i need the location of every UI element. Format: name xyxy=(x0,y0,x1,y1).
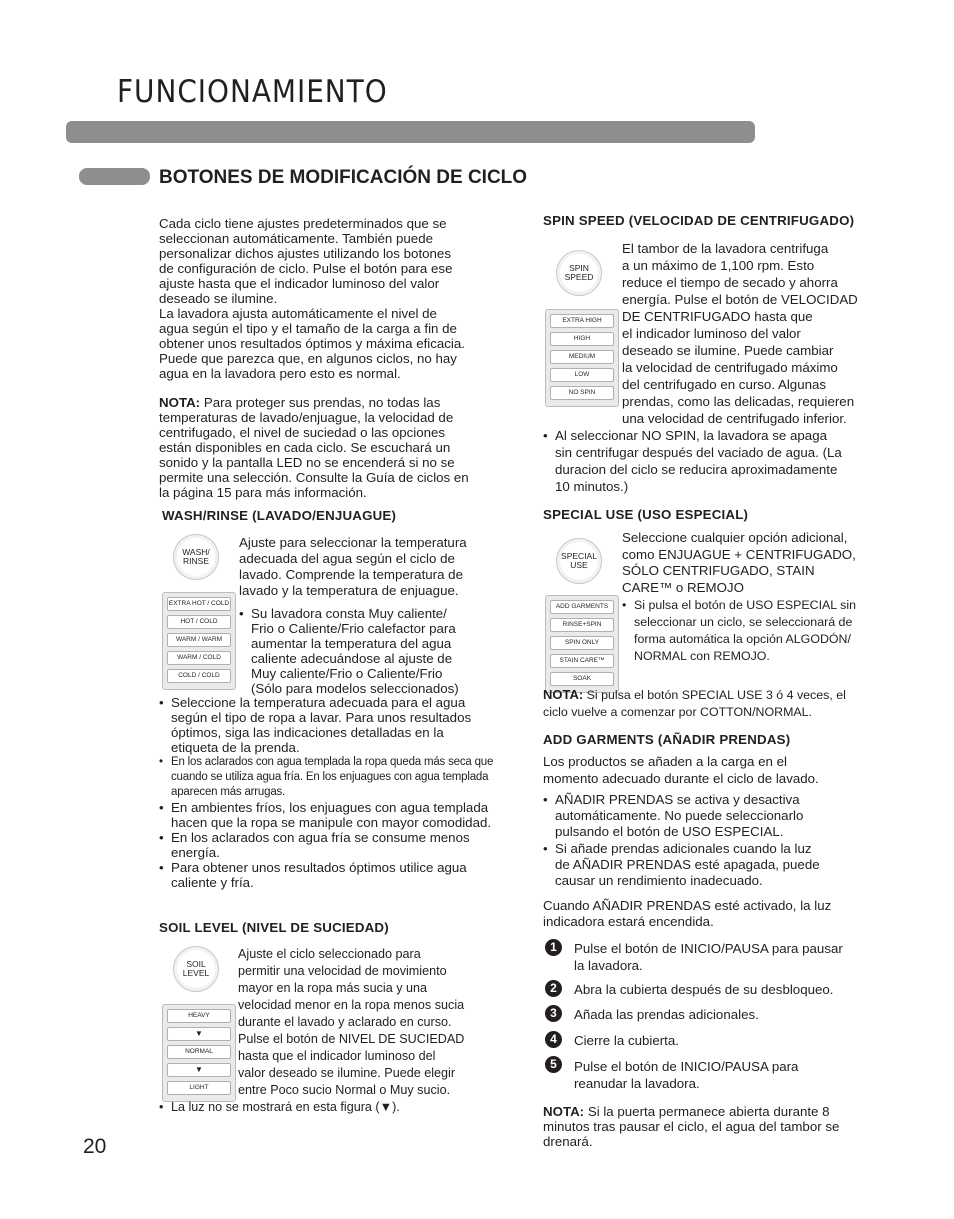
button-label: SOIL xyxy=(186,959,206,969)
text-line: del centrifugado en curso. Algunas xyxy=(622,377,827,392)
text-line: sonido y la pantalla LED no se encenderá si no se xyxy=(159,455,455,470)
text-line: Puede que parezca que, en algunos ciclos, no hay xyxy=(159,351,457,366)
spin-speed-button-icon xyxy=(556,250,602,296)
list-item xyxy=(543,427,893,495)
text-line: como ENJUAGUE + CENTRIFUGADO, xyxy=(622,546,856,562)
text-line: Pulse el botón de INICIO/PAUSA para pausar xyxy=(574,941,843,956)
list-item: • En los aclarados con agua fría se consume menos energía. xyxy=(159,830,494,860)
spin-speed-heading: SPIN SPEED (VELOCIDAD DE CENTRIFUGADO) xyxy=(543,213,855,228)
soil-level-heading: SOIL LEVEL (NIVEL DE SUCIEDAD) xyxy=(159,920,389,935)
text-line: Muy caliente/Frio o Caliente/Frio xyxy=(251,666,443,681)
wash-rinse-options-panel xyxy=(162,592,236,690)
special-use-note xyxy=(543,686,893,721)
text-line: personalizar dichos ajustes utilizando los botones xyxy=(159,246,451,261)
down-arrow-icon: ▼ xyxy=(167,1063,231,1077)
text-line: seleccionan automáticamente. También puede xyxy=(159,231,433,246)
add-garments-note xyxy=(543,1104,893,1149)
soil-level-options-panel xyxy=(162,1004,236,1102)
step-text xyxy=(574,940,894,974)
text-line: Ajuste para seleccionar la temperatura xyxy=(239,535,467,550)
list-item xyxy=(543,792,893,840)
add-garments-active-text xyxy=(543,898,893,930)
wash-rinse-bullet-heater xyxy=(239,606,499,696)
spin-speed-description xyxy=(622,240,892,427)
option-indicator: COLD / COLD xyxy=(167,669,231,683)
option-indicator: SPIN ONLY xyxy=(550,636,614,650)
option-indicator: EXTRA HIGH xyxy=(550,314,614,328)
text-line: Cuando AÑADIR PRENDAS esté activado, la luz xyxy=(543,898,832,913)
note-text: Para proteger sus prendas, no todas las xyxy=(200,395,441,410)
add-garments-bullets xyxy=(543,792,893,889)
add-garments-heading: ADD GARMENTS (AÑADIR PRENDAS) xyxy=(543,732,791,747)
text-line: una velocidad de centrifugado inferior. xyxy=(622,411,847,426)
text-line: momento adecuado durante el ciclo de lavado. xyxy=(543,771,819,786)
text-line: pulsando el botón de USO ESPECIAL. xyxy=(555,824,784,839)
option-indicator: WARM / WARM xyxy=(167,633,231,647)
option-indicator: SOAK xyxy=(550,672,614,686)
text-line: durante el lavado y aclarado en curso. xyxy=(238,1015,452,1029)
text-line: Abra la cubierta después de su desbloqueo. xyxy=(574,982,834,997)
option-indicator: EXTRA HOT / COLD xyxy=(167,597,231,611)
wash-rinse-heading: WASH/RINSE (LAVADO/ENJUAGUE) xyxy=(162,508,397,523)
wash-rinse-description xyxy=(239,535,499,599)
text-line: velocidad menor en la ropa menos sucia xyxy=(238,998,465,1012)
text-line: SÓLO CENTRIFUGADO, STAIN xyxy=(622,563,815,578)
step-text xyxy=(574,982,894,997)
text-line: permite una selección. Consulte la Guía de ciclos en xyxy=(159,470,469,485)
text-line: aumentar la temperatura del agua xyxy=(251,636,452,651)
wash-rinse-button-icon xyxy=(173,534,219,580)
option-indicator: HOT / COLD xyxy=(167,615,231,629)
text-line: agua en la lavadora pero esto es normal. xyxy=(159,366,401,381)
button-label: RINSE xyxy=(183,556,209,566)
button-label: WASH/ xyxy=(182,547,210,557)
text-line: sin centrifugar después del vaciado de agua. (La xyxy=(555,445,842,460)
text-line: causar un rendimiento inadecuado. xyxy=(555,873,763,888)
text-line: La lavadora ajusta automáticamente el nivel de xyxy=(159,306,437,321)
text-line: • Al seleccionar NO SPIN, la lavadora se apaga xyxy=(555,428,827,443)
soil-level-bullet xyxy=(159,1100,494,1115)
text-line: de configuración de ciclo. Pulse el botón para ese xyxy=(159,261,453,276)
text-line: obtener unos resultados óptimos y máxima eficacia. xyxy=(159,336,465,351)
text-line: ajuste hasta que el indicador luminoso del valor xyxy=(159,276,440,291)
option-indicator: NORMAL xyxy=(167,1045,231,1059)
option-indicator: MEDIUM xyxy=(550,350,614,364)
text-line: CARE™ o REMOJO xyxy=(622,579,744,595)
step-text xyxy=(574,1033,894,1048)
text-line: 10 minutos.) xyxy=(555,479,629,494)
text-line: Cierre la cubierta. xyxy=(574,1033,679,1048)
text-line: Pulse el botón de NIVEL DE SUCIEDAD xyxy=(238,1032,465,1046)
text-line: deseado se ilumine. xyxy=(159,291,278,306)
note-label: NOTA: xyxy=(543,687,584,702)
text-line: lavado y la temperatura de enjuague. xyxy=(239,583,459,598)
option-indicator: WARM / COLD xyxy=(167,651,231,665)
text-line: lavado. Comprende la temperatura de xyxy=(239,567,463,582)
text-line: valor deseado se ilumine. Puede elegir xyxy=(238,1066,456,1080)
option-indicator: STAIN CARE™ xyxy=(550,654,614,668)
text-line: ciclo vuelve a comenzar por COTTON/NORMAL. xyxy=(543,705,813,719)
list-item: • Para obtener unos resultados óptimos utilice agua caliente y fría. xyxy=(159,860,494,890)
text-line: Ajuste el ciclo seleccionado para xyxy=(238,947,421,961)
step-text xyxy=(574,1007,894,1022)
text-line: El tambor de la lavadora centrifuga xyxy=(622,241,829,256)
button-label: SPECIAL xyxy=(561,551,597,561)
option-indicator: ADD GARMENTS xyxy=(550,600,614,614)
special-use-bullet xyxy=(622,597,897,665)
text-line: indicadora estará encendida. xyxy=(543,914,714,929)
title-underline-bar xyxy=(66,121,755,143)
soil-level-description xyxy=(238,946,500,1099)
text-line: • Si añade prendas adicionales cuando la luz xyxy=(555,841,812,856)
step-text xyxy=(574,1058,894,1092)
option-indicator: RINSE+SPIN xyxy=(550,618,614,632)
text-line: centrifugado, el nivel de suciedad o las opciones xyxy=(159,425,446,440)
text-line: temperaturas de lavado/enjuague, la velocidad de xyxy=(159,410,454,425)
button-label: SPEED xyxy=(564,272,594,282)
text-line: energía. Pulse el botón de VELOCIDAD xyxy=(622,292,858,307)
option-indicator: LIGHT xyxy=(167,1081,231,1095)
list-item: • La luz no se mostrará en esta figura (▼). xyxy=(159,1100,494,1115)
text-line: • Su lavadora consta Muy caliente/ xyxy=(251,606,447,621)
intro-note xyxy=(159,395,499,500)
text-line: permitir una velocidad de movimiento xyxy=(238,964,447,978)
text-line: automáticamente. No puede seleccionarlo xyxy=(555,808,804,823)
text-line: mayor en la ropa más sucia y una xyxy=(238,981,427,995)
down-arrow-icon: ▼ xyxy=(167,1027,231,1041)
note-label: NOTA: xyxy=(543,1104,585,1119)
page-number: 20 xyxy=(83,1135,107,1158)
text-line: entre Poco sucio Normal o Muy sucio. xyxy=(238,1083,451,1097)
list-item: • Seleccione la temperatura adecuada para el agua según el tipo de ropa a lavar. Para unos resultados óptimos, siga las indicaciones detalladas en la etiqueta de la prenda. xyxy=(159,695,494,755)
text-line: la lavadora. xyxy=(574,958,643,973)
page-title: FUNCIONAMIENTO xyxy=(117,74,388,110)
text-line: el indicador luminoso del valor xyxy=(622,326,801,341)
text-line: • Si pulsa el botón de USO ESPECIAL sin xyxy=(634,598,857,612)
list-item xyxy=(543,841,893,889)
text-line: hasta que el indicador luminoso del xyxy=(238,1049,436,1063)
text-line: Frio o Caliente/Frio calefactor para xyxy=(251,621,456,636)
step-number-icon: 3 xyxy=(545,1005,562,1022)
text-line: reanudar la lavadora. xyxy=(574,1076,700,1091)
text-line: NORMAL con REMOJO. xyxy=(634,649,770,663)
text-line: prendas, como las delicadas, requieren xyxy=(622,394,855,409)
soil-level-button-icon xyxy=(173,946,219,992)
text-line: drenará. xyxy=(543,1134,593,1149)
spin-speed-bullet xyxy=(543,427,893,495)
text-line: Cada ciclo tiene ajustes predeterminados que se xyxy=(159,216,447,231)
text-line: deseado se ilumine. Puede cambiar xyxy=(622,343,834,358)
step-number-icon: 1 xyxy=(545,939,562,956)
text-line: seleccionar un ciclo, se seleccionará de xyxy=(634,615,853,629)
text-line: la página 15 para más información. xyxy=(159,485,367,500)
text-line: Pulse el botón de INICIO/PAUSA para xyxy=(574,1059,799,1074)
list-item: • En ambientes fríos, los enjuagues con agua templada hacen que la ropa se manipule con mayor comodidad. xyxy=(159,800,494,830)
text-line: a un máximo de 1,100 rpm. Esto xyxy=(622,258,815,273)
option-indicator: HEAVY xyxy=(167,1009,231,1023)
spin-speed-options-panel xyxy=(545,309,619,407)
intro-paragraph xyxy=(159,216,499,381)
text-line: Seleccione cualquier opción adicional, xyxy=(622,530,848,545)
step-number-icon: 5 xyxy=(545,1056,562,1073)
add-garments-intro xyxy=(543,753,893,787)
note-text: Si la puerta permanece abierta durante 8 xyxy=(584,1104,830,1119)
text-line: • AÑADIR PRENDAS se activa y desactiva xyxy=(555,792,800,807)
text-line: Los productos se añaden a la carga en el xyxy=(543,754,787,769)
text-line: la velocidad de centrifugado máximo xyxy=(622,360,838,375)
text-line: adecuada del agua según el ciclo de xyxy=(239,551,455,566)
note-label: NOTA: xyxy=(159,395,201,410)
section-marker-pill xyxy=(79,168,150,185)
special-use-heading: SPECIAL USE (USO ESPECIAL) xyxy=(543,507,749,522)
text-line: forma automática la opción ALGODÓN/ xyxy=(634,632,851,646)
option-indicator: NO SPIN xyxy=(550,386,614,400)
button-label: SPIN xyxy=(569,263,589,273)
list-item: • En los aclarados con agua templada la ropa queda más seca que cuando se utiliza agua fría. En los enjuagues con agua templada aparecen más arrugas. xyxy=(159,755,494,800)
list-item xyxy=(239,606,499,696)
special-use-button-icon xyxy=(556,538,602,584)
special-use-description xyxy=(622,530,897,596)
step-number-icon: 2 xyxy=(545,980,562,997)
text-line: Añada las prendas adicionales. xyxy=(574,1007,759,1022)
text-line: DE CENTRIFUGADO hasta que xyxy=(622,309,813,324)
section-title: BOTONES DE MODIFICACIÓN DE CICLO xyxy=(159,167,528,188)
text-line: duracion del ciclo se reducira aproximadamente xyxy=(555,462,838,477)
note-text: Si pulsa el botón SPECIAL USE 3 ó 4 veces, el xyxy=(583,688,846,702)
button-label: USE xyxy=(570,560,588,570)
text-line: reduce el tiempo de secado y ahorra xyxy=(622,275,838,290)
wash-rinse-bullets xyxy=(159,695,494,890)
text-line: están disponibles en cada ciclo. Se escuchará un xyxy=(159,440,451,455)
list-item xyxy=(622,597,897,665)
text-line: minutos tras pausar el ciclo, el agua del tambor se xyxy=(543,1119,840,1134)
option-indicator: HIGH xyxy=(550,332,614,346)
option-indicator: LOW xyxy=(550,368,614,382)
special-use-options-panel xyxy=(545,595,619,693)
text-line: caliente adecuándose al ajuste de xyxy=(251,651,453,666)
button-label: LEVEL xyxy=(182,968,210,978)
text-line: agua según el tipo y el tamaño de la carga a fin de xyxy=(159,321,457,336)
text-line: (Sólo para modelos seleccionados) xyxy=(251,681,459,696)
text-line: de AÑADIR PRENDAS esté apagada, puede xyxy=(555,857,820,872)
step-number-icon: 4 xyxy=(545,1031,562,1048)
